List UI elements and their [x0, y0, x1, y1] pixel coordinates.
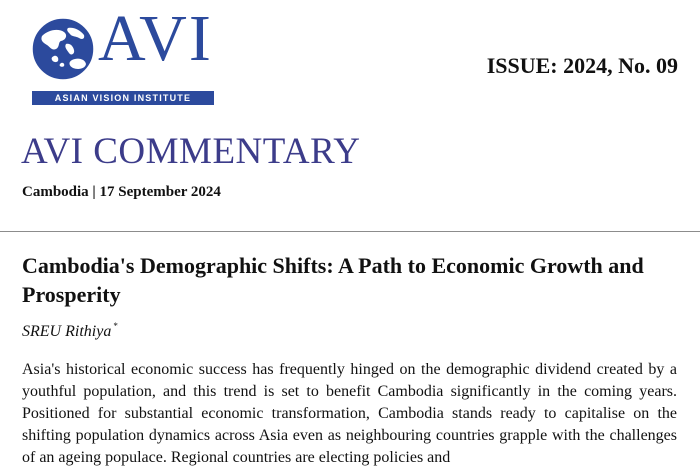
issue-label: ISSUE: 2024, No. 09 [486, 53, 678, 78]
author-footnote-mark: * [113, 321, 118, 331]
author-line [22, 321, 118, 341]
header-divider [0, 231, 700, 232]
avi-logo [30, 2, 216, 103]
author-name: SREU Rithiya [22, 323, 112, 340]
logo-wordmark: AVI [98, 2, 213, 75]
logo-tagline-band: ASIAN VISION INSTITUTE [32, 91, 214, 105]
series-title: AVI COMMENTARY [21, 131, 361, 172]
country-date-line: Cambodia | 17 September 2024 [22, 184, 221, 200]
article-body-paragraph: Asia's historical economic success has frequently hinged on the demographic dividend created by a youthful population, and this trend is set to benefit Cambodia significantly in the coming years. Positioned for substantial economic transformation, Cambodia stands ready to capitalise on the shifting population dynamics across Asia even as neighbouring countries grapple with the challenges of an ageing populace. Regional countries are electing policies and [22, 361, 677, 466]
globe-icon [30, 16, 96, 82]
article-title: Cambodia's Demographic Shifts: A Path to Economic Growth and Prosperity [22, 253, 644, 307]
